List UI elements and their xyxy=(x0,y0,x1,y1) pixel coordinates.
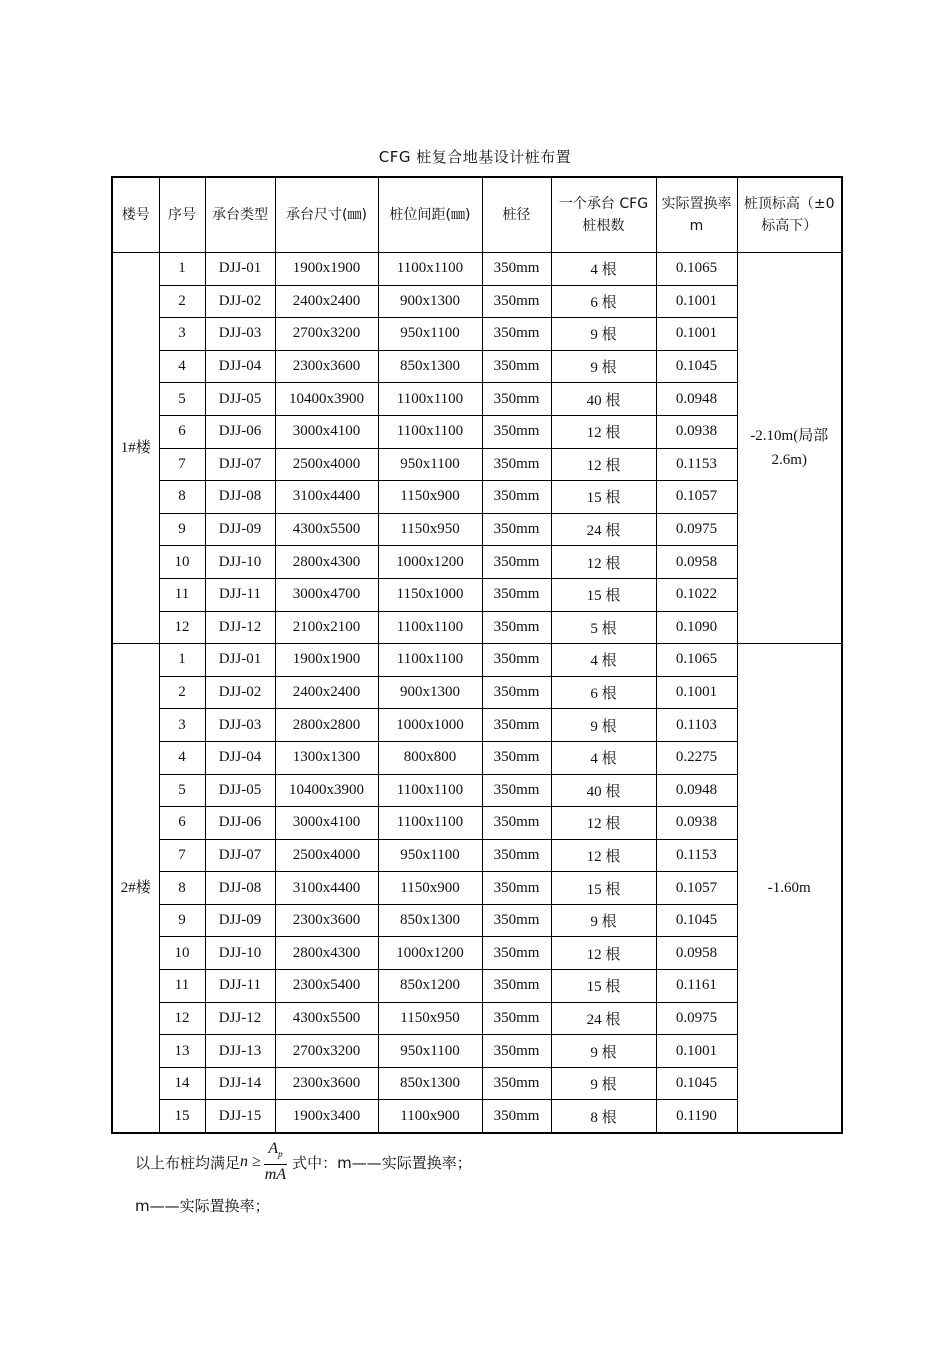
pile-diameter-cell: 350mm xyxy=(482,285,551,318)
table-row xyxy=(112,1035,842,1068)
pile-spacing-cell: 1150x950 xyxy=(378,513,482,546)
table-row xyxy=(112,676,842,709)
table-row xyxy=(112,904,842,937)
pile-diameter-cell: 350mm xyxy=(482,970,551,1003)
table-row xyxy=(112,318,842,351)
table-row xyxy=(112,415,842,448)
row-index-cell: 7 xyxy=(159,448,205,481)
replacement-ratio-cell: 0.0958 xyxy=(656,937,737,970)
table-row xyxy=(112,1067,842,1100)
replacement-ratio-cell: 0.2275 xyxy=(656,741,737,774)
formula-note xyxy=(135,1138,472,1186)
row-index-cell: 12 xyxy=(159,611,205,644)
pile-spacing-cell: 1000x1000 xyxy=(378,709,482,742)
table-row xyxy=(112,741,842,774)
formula-fraction xyxy=(263,1139,288,1185)
row-index-cell: 9 xyxy=(159,904,205,937)
cap-size-cell: 2500x4000 xyxy=(275,839,378,872)
table-row xyxy=(112,774,842,807)
pile-spacing-cell: 850x1300 xyxy=(378,1067,482,1100)
pile-count-cell: 15 根 xyxy=(551,872,656,905)
pile-spacing-cell: 1100x1100 xyxy=(378,807,482,840)
cap-size-cell: 3000x4100 xyxy=(275,807,378,840)
cap-type-cell: DJJ-13 xyxy=(205,1035,275,1068)
pile-spacing-cell: 1150x950 xyxy=(378,1002,482,1035)
row-index-cell: 5 xyxy=(159,383,205,416)
pile-diameter-cell: 350mm xyxy=(482,872,551,905)
pile-count-cell: 12 根 xyxy=(551,415,656,448)
pile-count-cell: 40 根 xyxy=(551,774,656,807)
table-row xyxy=(112,970,842,1003)
formula-numerator: $A_p$ xyxy=(264,1139,286,1165)
table-row xyxy=(112,1100,842,1133)
pile-spacing-cell: 900x1300 xyxy=(378,285,482,318)
cap-type-cell: DJJ-03 xyxy=(205,318,275,351)
pile-spacing-cell: 950x1100 xyxy=(378,839,482,872)
pile-spacing-cell: 950x1100 xyxy=(378,1035,482,1068)
pile-count-cell: 12 根 xyxy=(551,937,656,970)
pile-layout-table xyxy=(111,176,843,1134)
cap-type-cell: DJJ-09 xyxy=(205,904,275,937)
cap-size-cell: 1300x1300 xyxy=(275,741,378,774)
pile-count-cell: 9 根 xyxy=(551,709,656,742)
replacement-ratio-cell: 0.0948 xyxy=(656,774,737,807)
formula-denominator: mA xyxy=(264,1166,287,1184)
pile-diameter-cell: 350mm xyxy=(482,774,551,807)
pile-diameter-cell: 350mm xyxy=(482,1067,551,1100)
header-replacement-ratio: 实际置换率 m xyxy=(656,177,737,253)
cap-type-cell: DJJ-08 xyxy=(205,481,275,514)
pile-spacing-cell: 1100x1100 xyxy=(378,611,482,644)
table-header xyxy=(112,177,842,253)
pile-diameter-cell: 350mm xyxy=(482,709,551,742)
pile-diameter-cell: 350mm xyxy=(482,513,551,546)
row-index-cell: 1 xyxy=(159,644,205,677)
pile-count-cell: 9 根 xyxy=(551,350,656,383)
cap-type-cell: DJJ-09 xyxy=(205,513,275,546)
cap-type-cell: DJJ-11 xyxy=(205,578,275,611)
pile-spacing-cell: 1100x1100 xyxy=(378,253,482,286)
pile-diameter-cell: 350mm xyxy=(482,1100,551,1133)
pile-diameter-cell: 350mm xyxy=(482,546,551,579)
cap-size-cell: 2800x2800 xyxy=(275,709,378,742)
table-row xyxy=(112,644,842,677)
header-cap-size: 承台尺寸(㎜) xyxy=(275,177,378,253)
cap-size-cell: 4300x5500 xyxy=(275,1002,378,1035)
note-prefix: 以上布桩均满足 xyxy=(135,1153,241,1172)
row-index-cell: 11 xyxy=(159,970,205,1003)
pile-count-cell: 40 根 xyxy=(551,383,656,416)
pile-diameter-cell: 350mm xyxy=(482,415,551,448)
table-row xyxy=(112,839,842,872)
pile-spacing-cell: 850x1200 xyxy=(378,970,482,1003)
replacement-ratio-cell: 0.0958 xyxy=(656,546,737,579)
pile-count-cell: 15 根 xyxy=(551,481,656,514)
table-row xyxy=(112,285,842,318)
table-row xyxy=(112,253,842,286)
replacement-ratio-cell: 0.0948 xyxy=(656,383,737,416)
header-building: 楼号 xyxy=(112,177,159,253)
pile-count-cell: 9 根 xyxy=(551,904,656,937)
pile-count-cell: 4 根 xyxy=(551,741,656,774)
row-index-cell: 7 xyxy=(159,839,205,872)
pile-spacing-cell: 850x1300 xyxy=(378,350,482,383)
note-suffix: 式中：m——实际置换率； xyxy=(292,1153,472,1172)
cap-type-cell: DJJ-04 xyxy=(205,350,275,383)
row-index-cell: 3 xyxy=(159,709,205,742)
cap-size-cell: 2400x2400 xyxy=(275,676,378,709)
table-row xyxy=(112,807,842,840)
pile-count-cell: 5 根 xyxy=(551,611,656,644)
row-index-cell: 8 xyxy=(159,872,205,905)
cap-type-cell: DJJ-08 xyxy=(205,872,275,905)
cap-size-cell: 1900x3400 xyxy=(275,1100,378,1133)
pile-spacing-cell: 1150x900 xyxy=(378,872,482,905)
cap-type-cell: DJJ-05 xyxy=(205,774,275,807)
row-index-cell: 2 xyxy=(159,285,205,318)
row-index-cell: 10 xyxy=(159,937,205,970)
cap-type-cell: DJJ-01 xyxy=(205,644,275,677)
cap-type-cell: DJJ-14 xyxy=(205,1067,275,1100)
replacement-ratio-cell: 0.1045 xyxy=(656,904,737,937)
cap-size-cell: 3000x4100 xyxy=(275,415,378,448)
table-row xyxy=(112,1002,842,1035)
pile-spacing-cell: 1100x900 xyxy=(378,1100,482,1133)
row-index-cell: 6 xyxy=(159,415,205,448)
replacement-ratio-cell: 0.1057 xyxy=(656,481,737,514)
header-row xyxy=(112,177,842,253)
pile-spacing-cell: 1100x1100 xyxy=(378,415,482,448)
replacement-ratio-cell: 0.1065 xyxy=(656,253,737,286)
pile-count-cell: 15 根 xyxy=(551,970,656,1003)
row-index-cell: 6 xyxy=(159,807,205,840)
pile-diameter-cell: 350mm xyxy=(482,383,551,416)
replacement-ratio-cell: 0.1161 xyxy=(656,970,737,1003)
pile-count-cell: 12 根 xyxy=(551,448,656,481)
pile-diameter-cell: 350mm xyxy=(482,448,551,481)
row-index-cell: 11 xyxy=(159,578,205,611)
table-row xyxy=(112,872,842,905)
cap-size-cell: 2100x2100 xyxy=(275,611,378,644)
building-cell: 2#楼 xyxy=(112,644,159,1133)
pile-count-cell: 24 根 xyxy=(551,513,656,546)
pile-diameter-cell: 350mm xyxy=(482,904,551,937)
pile-count-cell: 12 根 xyxy=(551,839,656,872)
pile-diameter-cell: 350mm xyxy=(482,611,551,644)
cap-size-cell: 2400x2400 xyxy=(275,285,378,318)
cap-size-cell: 2300x5400 xyxy=(275,970,378,1003)
table-row xyxy=(112,709,842,742)
pile-spacing-cell: 1000x1200 xyxy=(378,937,482,970)
replacement-ratio-cell: 0.1001 xyxy=(656,285,737,318)
pile-count-cell: 4 根 xyxy=(551,644,656,677)
cap-size-cell: 2300x3600 xyxy=(275,904,378,937)
row-index-cell: 10 xyxy=(159,546,205,579)
row-index-cell: 5 xyxy=(159,774,205,807)
row-index-cell: 2 xyxy=(159,676,205,709)
header-pile-spacing: 桩位间距(㎜) xyxy=(378,177,482,253)
replacement-ratio-cell: 0.1065 xyxy=(656,644,737,677)
pile-count-cell: 6 根 xyxy=(551,676,656,709)
cap-type-cell: DJJ-02 xyxy=(205,285,275,318)
cap-type-cell: DJJ-15 xyxy=(205,1100,275,1133)
cap-size-cell: 3000x4700 xyxy=(275,578,378,611)
pile-diameter-cell: 350mm xyxy=(482,1002,551,1035)
row-index-cell: 1 xyxy=(159,253,205,286)
cap-size-cell: 2800x4300 xyxy=(275,937,378,970)
pile-count-cell: 9 根 xyxy=(551,1035,656,1068)
cap-size-cell: 4300x5500 xyxy=(275,513,378,546)
pile-top-elevation-cell: -1.60m xyxy=(737,644,842,1133)
pile-count-cell: 12 根 xyxy=(551,546,656,579)
row-index-cell: 4 xyxy=(159,741,205,774)
pile-diameter-cell: 350mm xyxy=(482,839,551,872)
row-index-cell: 4 xyxy=(159,350,205,383)
pile-spacing-cell: 800x800 xyxy=(378,741,482,774)
pile-diameter-cell: 350mm xyxy=(482,741,551,774)
replacement-ratio-cell: 0.0975 xyxy=(656,1002,737,1035)
replacement-ratio-cell: 0.1001 xyxy=(656,676,737,709)
row-index-cell: 14 xyxy=(159,1067,205,1100)
pile-diameter-cell: 350mm xyxy=(482,644,551,677)
cap-size-cell: 2300x3600 xyxy=(275,1067,378,1100)
cap-type-cell: DJJ-07 xyxy=(205,448,275,481)
cap-type-cell: DJJ-07 xyxy=(205,839,275,872)
header-cap-type: 承台类型 xyxy=(205,177,275,253)
row-index-cell: 12 xyxy=(159,1002,205,1035)
table-row xyxy=(112,546,842,579)
table-row xyxy=(112,481,842,514)
pile-count-cell: 12 根 xyxy=(551,807,656,840)
building-cell: 1#楼 xyxy=(112,253,159,644)
replacement-ratio-cell: 0.0938 xyxy=(656,415,737,448)
table-row xyxy=(112,448,842,481)
table-row xyxy=(112,937,842,970)
cap-size-cell: 2700x3200 xyxy=(275,318,378,351)
row-index-cell: 3 xyxy=(159,318,205,351)
replacement-ratio-cell: 0.1153 xyxy=(656,448,737,481)
table-row xyxy=(112,578,842,611)
replacement-ratio-cell: 0.1045 xyxy=(656,1067,737,1100)
pile-spacing-cell: 950x1100 xyxy=(378,448,482,481)
table-row xyxy=(112,350,842,383)
pile-count-cell: 15 根 xyxy=(551,578,656,611)
cap-type-cell: DJJ-10 xyxy=(205,937,275,970)
cap-type-cell: DJJ-05 xyxy=(205,383,275,416)
formula-lhs: n ≥ xyxy=(240,1153,261,1170)
pile-top-elevation-cell: -2.10m(局部2.6m) xyxy=(737,253,842,644)
cap-size-cell: 3100x4400 xyxy=(275,872,378,905)
replacement-ratio-cell: 0.1001 xyxy=(656,1035,737,1068)
replacement-ratio-cell: 0.0975 xyxy=(656,513,737,546)
pile-count-cell: 9 根 xyxy=(551,1067,656,1100)
pile-diameter-cell: 350mm xyxy=(482,676,551,709)
table-row xyxy=(112,513,842,546)
table-title: CFG 桩复合地基设计桩布置 xyxy=(378,148,572,166)
pile-spacing-cell: 900x1300 xyxy=(378,676,482,709)
row-index-cell: 8 xyxy=(159,481,205,514)
pile-diameter-cell: 350mm xyxy=(482,937,551,970)
header-pile-diameter: 桩径 xyxy=(482,177,551,253)
pile-spacing-cell: 950x1100 xyxy=(378,318,482,351)
cap-size-cell: 2300x3600 xyxy=(275,350,378,383)
pile-spacing-cell: 1100x1100 xyxy=(378,644,482,677)
replacement-ratio-cell: 0.1045 xyxy=(656,350,737,383)
pile-spacing-cell: 1150x1000 xyxy=(378,578,482,611)
replacement-ratio-cell: 0.1103 xyxy=(656,709,737,742)
pile-count-cell: 24 根 xyxy=(551,1002,656,1035)
header-pile-top-elevation: 桩顶标高（±0 标高下） xyxy=(737,177,842,253)
cap-size-cell: 3100x4400 xyxy=(275,481,378,514)
table-row xyxy=(112,383,842,416)
replacement-ratio-cell: 0.1190 xyxy=(656,1100,737,1133)
row-index-cell: 13 xyxy=(159,1035,205,1068)
pile-spacing-cell: 1100x1100 xyxy=(378,774,482,807)
replacement-ratio-cell: 0.1001 xyxy=(656,318,737,351)
replacement-ratio-cell: 0.1022 xyxy=(656,578,737,611)
table-body xyxy=(112,253,842,1134)
cap-type-cell: DJJ-10 xyxy=(205,546,275,579)
header-index: 序号 xyxy=(159,177,205,253)
pile-diameter-cell: 350mm xyxy=(482,253,551,286)
pile-spacing-cell: 1150x900 xyxy=(378,481,482,514)
table-row xyxy=(112,611,842,644)
cap-type-cell: DJJ-12 xyxy=(205,611,275,644)
pile-diameter-cell: 350mm xyxy=(482,1035,551,1068)
note-line-2: m——实际置换率； xyxy=(135,1197,270,1215)
cap-size-cell: 2800x4300 xyxy=(275,546,378,579)
header-pile-count: 一个承台 CFG 桩根数 xyxy=(551,177,656,253)
cap-size-cell: 2500x4000 xyxy=(275,448,378,481)
row-index-cell: 9 xyxy=(159,513,205,546)
cap-size-cell: 2700x3200 xyxy=(275,1035,378,1068)
replacement-ratio-cell: 0.1153 xyxy=(656,839,737,872)
cap-type-cell: DJJ-04 xyxy=(205,741,275,774)
row-index-cell: 15 xyxy=(159,1100,205,1133)
pile-spacing-cell: 1100x1100 xyxy=(378,383,482,416)
cap-type-cell: DJJ-06 xyxy=(205,807,275,840)
cap-type-cell: DJJ-06 xyxy=(205,415,275,448)
pile-count-cell: 6 根 xyxy=(551,285,656,318)
pile-diameter-cell: 350mm xyxy=(482,807,551,840)
pile-diameter-cell: 350mm xyxy=(482,481,551,514)
cap-size-cell: 1900x1900 xyxy=(275,253,378,286)
cap-type-cell: DJJ-11 xyxy=(205,970,275,1003)
cap-size-cell: 10400x3900 xyxy=(275,774,378,807)
cap-type-cell: DJJ-02 xyxy=(205,676,275,709)
cap-type-cell: DJJ-12 xyxy=(205,1002,275,1035)
pile-diameter-cell: 350mm xyxy=(482,578,551,611)
cap-size-cell: 1900x1900 xyxy=(275,644,378,677)
replacement-ratio-cell: 0.0938 xyxy=(656,807,737,840)
replacement-ratio-cell: 0.1090 xyxy=(656,611,737,644)
pile-diameter-cell: 350mm xyxy=(482,350,551,383)
cap-type-cell: DJJ-01 xyxy=(205,253,275,286)
pile-diameter-cell: 350mm xyxy=(482,318,551,351)
replacement-ratio-cell: 0.1057 xyxy=(656,872,737,905)
pile-spacing-cell: 1000x1200 xyxy=(378,546,482,579)
cap-type-cell: DJJ-03 xyxy=(205,709,275,742)
pile-count-cell: 9 根 xyxy=(551,318,656,351)
pile-spacing-cell: 850x1300 xyxy=(378,904,482,937)
pile-count-cell: 8 根 xyxy=(551,1100,656,1133)
cap-size-cell: 10400x3900 xyxy=(275,383,378,416)
pile-count-cell: 4 根 xyxy=(551,253,656,286)
